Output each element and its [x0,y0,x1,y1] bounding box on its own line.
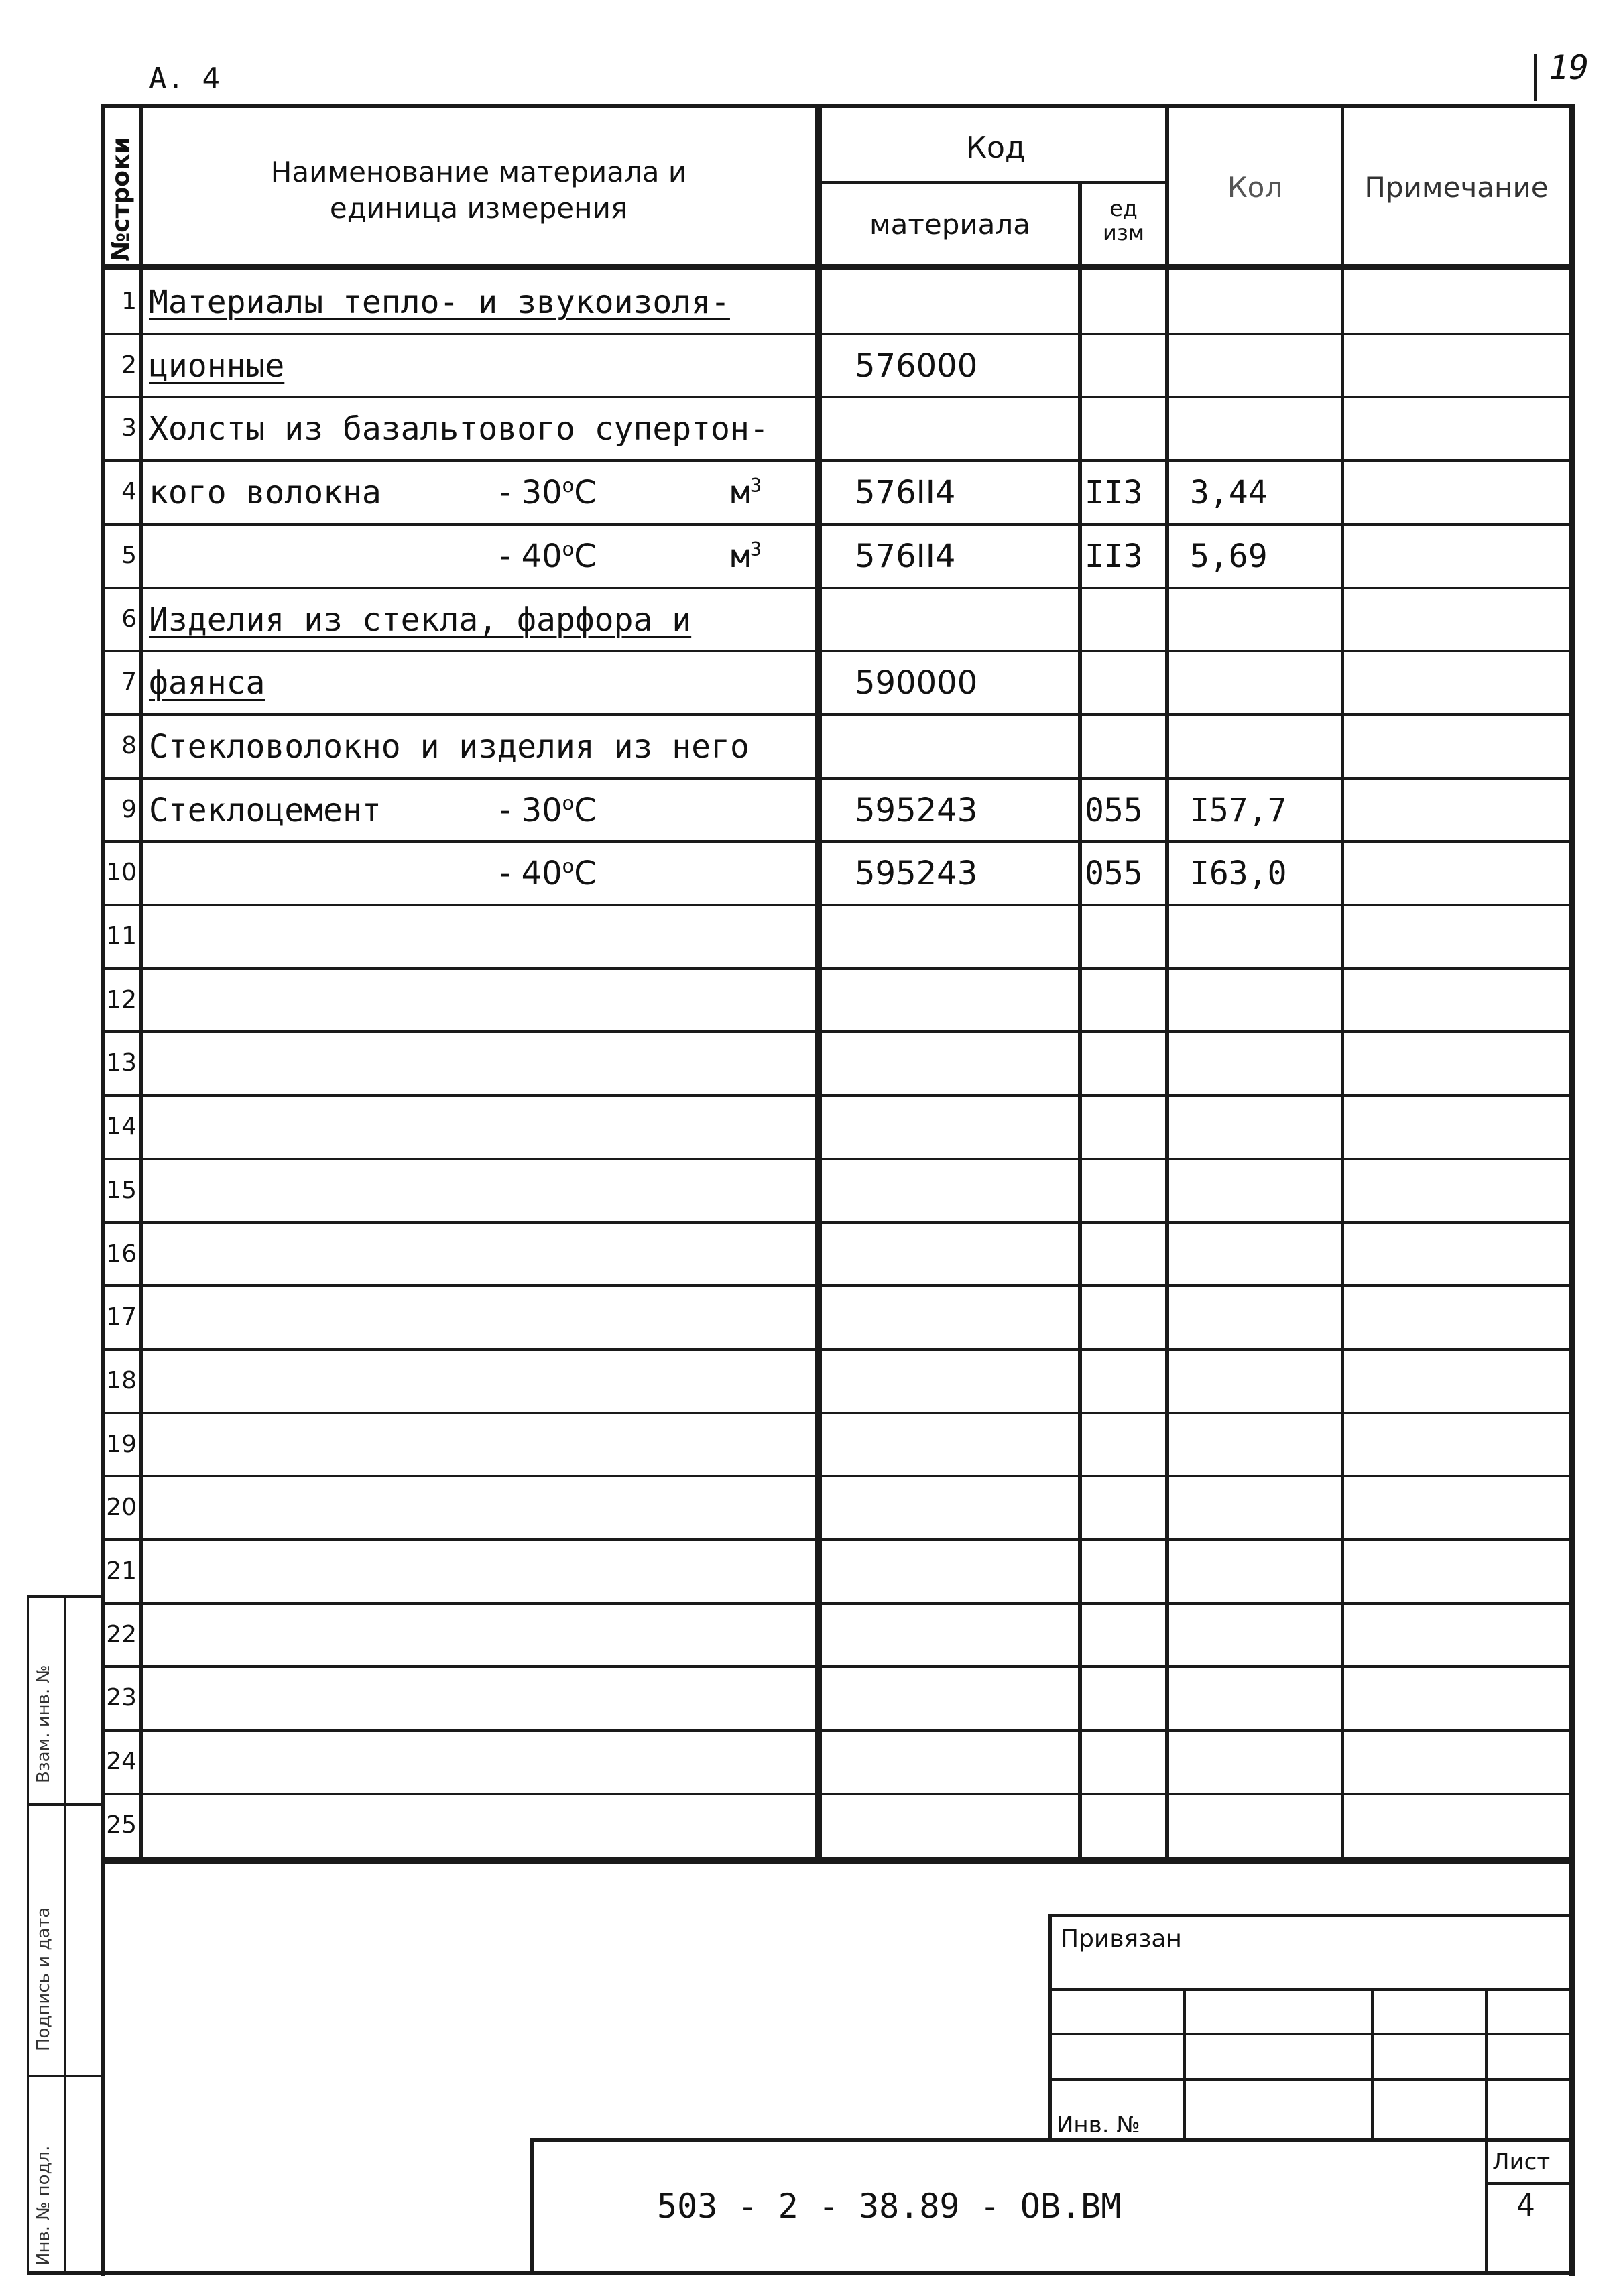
quantity: 3,44 [1190,474,1268,511]
row-separator [105,1602,1570,1605]
code-column-border [1078,181,1082,1864]
row-number: 18 [106,1367,137,1394]
row-number-column-border [139,104,143,1864]
material-name: Стекловолокно и изделия из него [149,728,749,766]
stamp-col-3 [1485,1988,1488,2138]
material-name: Стеклоцемент [149,792,381,829]
document-code: 503 - 2 - 38.89 - ОВ.ВМ [657,2187,1122,2226]
page-number-mark [1534,54,1537,101]
material-name: Холсты из базальтового супертон- [149,410,769,448]
row-separator [105,1094,1570,1097]
stamp-col-2 [1371,1988,1374,2138]
qty-header: Кол [1227,171,1283,204]
stamp-top-border [1048,1914,1575,1917]
quantity: I63,0 [1190,855,1287,892]
side-label-sign-date-wrap [34,1907,178,2071]
row-number: 17 [106,1303,137,1331]
temperature: - 30$^o$С [499,792,597,829]
row-number: 4 [121,478,137,505]
unit-code: II3 [1085,474,1143,511]
name-header-line1: Наименование материала и [270,156,687,188]
row-number: 9 [121,796,137,823]
table-bottom-border [101,1857,1575,1864]
row-number: 16 [106,1240,137,1268]
stamp-col-1 [1183,1988,1186,2138]
sheet-number: 4 [1516,2187,1535,2223]
row-separator [105,1665,1570,1668]
row-separator [105,1030,1570,1033]
material-code-header: материала [869,208,1030,241]
unit-header-line2: изм [1103,220,1144,245]
material-name: Материалы тепло- и звукоизоля- [149,284,730,321]
row-number: 14 [106,1113,137,1140]
bound-label: Привязан [1061,1925,1182,1953]
sheet-cell-left [1485,2138,1488,2273]
row-separator [105,777,1570,780]
inv-no-label: Инв. № [1057,2112,1140,2138]
name-column-border [815,104,822,1864]
side-label-orig-inv: Инв. № подл. [34,2145,54,2266]
row-number: 22 [106,1621,137,1648]
material-code: 595243 [855,855,978,892]
name-header-line2: единица измерения [329,192,628,225]
unit-code: 055 [1085,855,1143,892]
side-strip-inner-border [64,1595,66,2273]
row-number: 21 [106,1557,137,1585]
side-label-orig-inv-wrap [34,2145,154,2286]
side-strip-left-border [27,1595,29,2273]
row-number: 23 [106,1684,137,1711]
row-separator [105,1793,1570,1795]
title-block-top [530,2138,1575,2142]
row-number: 12 [106,986,137,1014]
row-separator [105,1538,1570,1541]
quantity: 5,69 [1190,538,1268,575]
sheet-label: Лист [1492,2149,1551,2175]
row-separator [105,1412,1570,1414]
row-separator [105,713,1570,716]
row-number: 24 [106,1748,137,1775]
row-number: 2 [121,351,137,379]
row-separator [105,1475,1570,1477]
side-label-mutual-inv: Взам. инв. № [34,1665,54,1783]
material-name: кого волокна [149,474,381,511]
row-number: 15 [106,1176,137,1204]
row-number: 7 [121,668,137,696]
side-label-sign-date: Подпись и дата [34,1907,54,2051]
unit-column-border [1165,104,1169,1864]
quantity: I57,7 [1190,792,1287,829]
unit-header-line1: ед [1109,196,1138,221]
material-name: ционные [149,347,285,385]
material-code: 595243 [855,792,978,829]
material-code: 576II4 [855,538,956,575]
row-number: 3 [121,414,137,442]
row-separator [105,967,1570,970]
page-label: А. 4 [149,62,220,96]
row-separator [105,1729,1570,1732]
title-block-left [530,2138,534,2273]
page-bottom-border [27,2271,1575,2275]
table-top-border [101,104,1575,108]
material-code: 590000 [855,664,978,702]
row-separator [105,396,1570,398]
stamp-left-border [1048,1914,1052,2138]
row-number: 8 [121,732,137,760]
row-separator [105,1348,1570,1351]
stamp-line-3 [1048,2078,1575,2081]
row-number: 20 [106,1494,137,1521]
code-header: Код [965,131,1026,165]
header-bottom-border [101,264,1575,270]
temperature: - 40$^o$С [499,538,597,575]
sheet-cell-divider [1485,2182,1575,2185]
temperature: - 40$^o$С [499,855,597,892]
stamp-line-1 [1048,1988,1575,1991]
row-separator [105,904,1570,906]
material-name: Изделия из стекла, фарфора и [149,601,692,639]
temperature: - 30$^o$С [499,474,597,511]
row-separator [105,459,1570,462]
measure-unit: $м^3$ [731,474,762,511]
row-separator [105,333,1570,335]
row-number: 25 [106,1811,137,1839]
row-separator [105,587,1570,589]
row-separator [105,840,1570,843]
row-number: 6 [121,605,137,633]
code-subheader-line [822,181,1169,184]
row-number: 1 [121,288,137,315]
row-separator [105,650,1570,652]
unit-code: 055 [1085,792,1143,829]
row-separator [105,523,1570,526]
row-number: 11 [106,922,137,950]
row-number: 5 [121,542,137,569]
qty-column-border [1341,104,1344,1864]
stamp-line-2 [1048,2033,1575,2035]
note-header: Примечание [1364,171,1549,204]
row-separator [105,1221,1570,1224]
measure-unit: $м^3$ [731,538,762,575]
page-number: 19 [1549,48,1589,87]
unit-code: II3 [1085,538,1143,575]
material-name: фаянса [149,664,265,702]
row-separator [105,1158,1570,1160]
row-separator [105,1284,1570,1287]
material-code: 576000 [855,347,978,385]
row-number: 19 [106,1431,137,1458]
row-number: 10 [106,859,137,886]
material-code: 576II4 [855,474,956,511]
table-border-right [1569,104,1575,2276]
row-number: 13 [106,1049,137,1077]
